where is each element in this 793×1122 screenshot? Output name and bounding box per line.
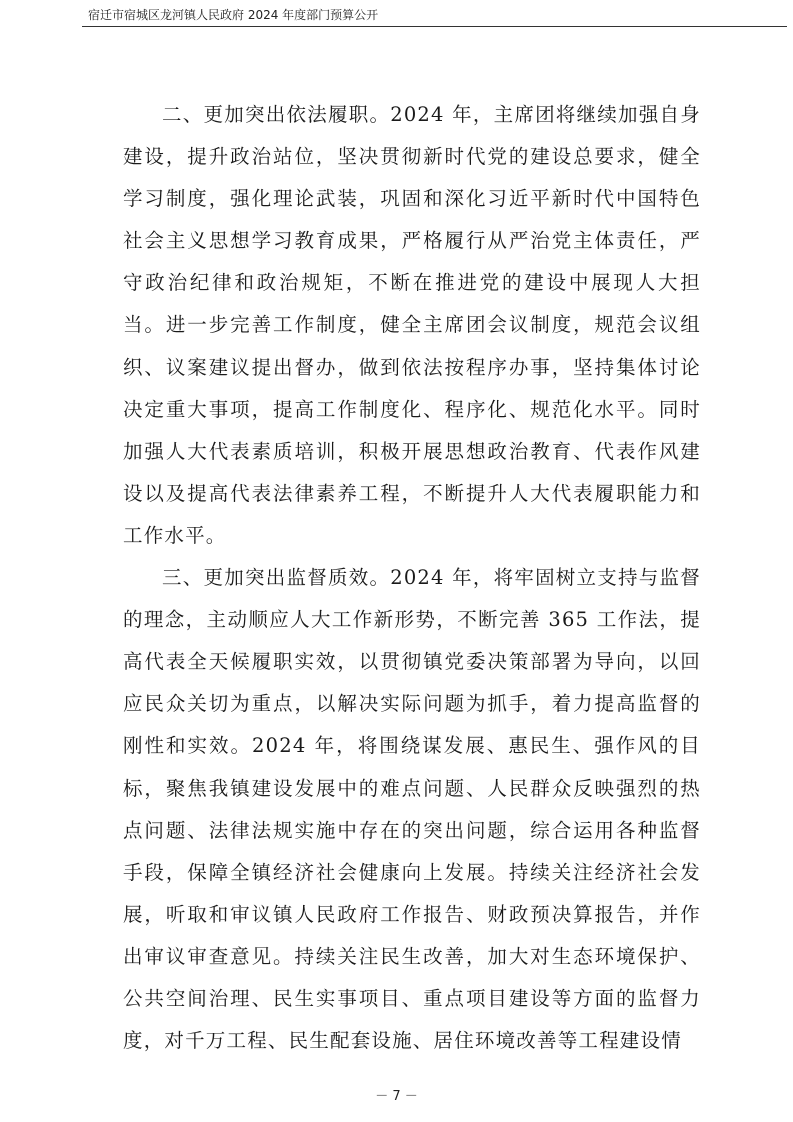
- document-body: [123, 94, 701, 1062]
- page-header: 宿迁市宿城区龙河镇人民政府 2024 年度部门预算公开: [88, 8, 379, 22]
- header-divider: [82, 26, 787, 27]
- page-number: － 7 －: [375, 1089, 418, 1104]
- paragraph-lawful-duties: 二、更加突出依法履职。2024 年，主席团将继续加强自身建设，提升政治站位，坚决贯彻新时代党的建设总要求，健全学习制度，强化理论武装，巩固和深化习近平新时代中国特色社会主义思想学习教育成果，严格履行从严治党主体责任，严守政治纪律和政治规矩，不断在推进党的建设中展现人大担当。进一步完善工作制度，健全主席团会议制度，规范会议组织、议案建议提出督办，做到依法按程序办事，坚持集体讨论决定重大事项，提高工作制度化、程序化、规范化水平。同时加强人大代表素质培训，积极开展思想政治教育、代表作风建设以及提高代表法律素养工程，不断提升人大代表履职能力和工作水平。: [123, 103, 701, 547]
- paragraph-supervision: 三、更加突出监督质效。2024 年，将牢固树立支持与监督的理念，主动顺应人大工作新形势，不断完善 365 工作法，提高代表全天候履职实效，以贯彻镇党委决策部署为导向，以回应民众关切为重点，以解决实际问题为抓手，着力提高监督的刚性和实效。2024 年，将围绕谋发展、惠民生、强作风的目标，聚焦我镇建设发展中的难点问题、人民群众反映强烈的热点问题、法律法规实施中存在的突出问题，综合运用各种监督手段，保障全镇经济社会健康向上发展。持续关注经济社会发展，听取和审议镇人民政府工作报告、财政预决算报告，并作出审议审查意见。持续关注民生改善，加大对生态环境保护、公共空间治理、民生实事项目、重点项目建设等方面的监督力度，对千万工程、民生配套设施、居住环境改善等工程建设情: [123, 566, 701, 1053]
